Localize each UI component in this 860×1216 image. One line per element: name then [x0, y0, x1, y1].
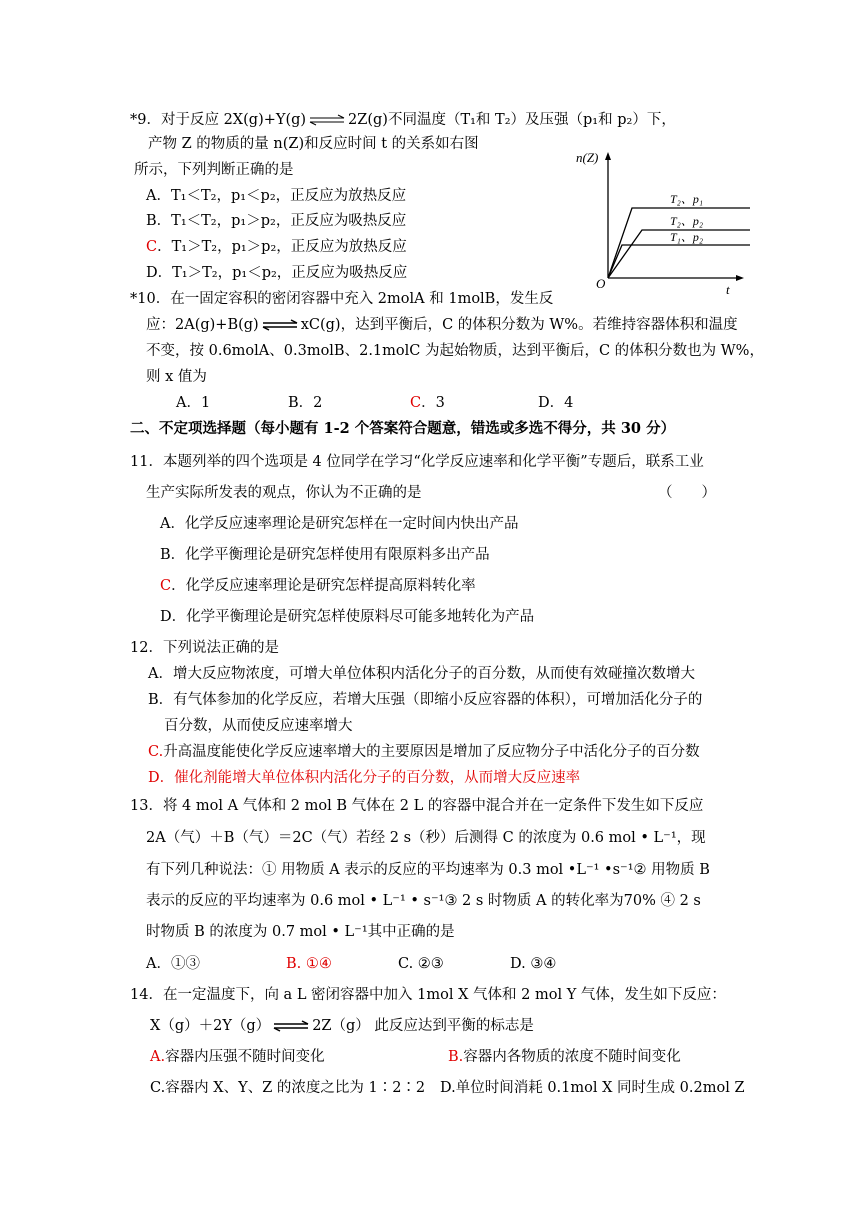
graph-x-label: t	[726, 282, 730, 297]
q9-option-b: B．T₁＜T₂，p₁＞p₂，正反应为吸热反应	[146, 213, 407, 229]
q9-option-c-text: ．T₁＞T₂，p₁＞p₂，正反应为放热反应	[157, 239, 407, 255]
q12-option-b-line1: B．有气体参加的化学反应，若增大压强（即缩小反应容器的体积），可增加活化分子的	[148, 692, 703, 708]
q9-option-d: D．T₁＞T₂，p₁＜p₂，正反应为吸热反应	[146, 265, 408, 281]
curve-t1-p2	[608, 245, 750, 278]
graph-origin-label: O	[596, 276, 606, 291]
q13-line3: 有下列几种说法：① 用物质 A 表示的反应的平均速率为 0.3 mol •L⁻¹ •s⁻¹② 用物质 B	[146, 862, 710, 878]
q14-option-c: C.容器内 X、Y、Z 的浓度之比为 1∶2∶2	[150, 1080, 426, 1096]
q10-option-a: A．1	[176, 395, 211, 411]
q11-option-b: B．化学平衡理论是研究怎样使用有限原料多出产品	[160, 547, 490, 563]
q11-option-a: A．化学反应速率理论是研究怎样在一定时间内快出产品	[160, 516, 519, 532]
q9-line1-pre: *9．对于反应 2X(g)+Y(g)	[130, 112, 307, 128]
q9-line1-post: 2Z(g)不同温度（T₁和 T₂）及压强（p₁和 p₂）下，	[348, 112, 676, 128]
section-2-heading: 二、不定项选择题（每小题有 1-2 个答案符合题意，错选或多选不得分，共 30 分）	[130, 420, 676, 437]
q10-line2-pre: 应：2A(g)+B(g)	[146, 317, 259, 333]
q9-answer-marker: C	[146, 239, 158, 255]
q13-line2: 2A（气）＋B（气）＝2C（气）若经 2 s（秒）后测得 C 的浓度为 0.6 mol • L⁻¹，现	[146, 830, 706, 846]
equilibrium-arrow-icon	[308, 114, 346, 126]
q12-answer-marker-c: C.	[148, 744, 164, 760]
equilibrium-arrow-icon	[272, 1020, 310, 1032]
q13-option-a: A．①③	[146, 956, 200, 972]
q9-line2: 产物 Z 的物质的量 n(Z)和反应时间 t 的关系如右图	[148, 136, 479, 152]
q10-line3: 不变，按 0.6molA、0.3molB、2.1molC 为起始物质，达到平衡后，C 的体积分数也为 W%，	[146, 343, 764, 359]
q12-option-c	[148, 742, 700, 762]
q14-line1: 14．在一定温度下，向 a L 密闭容器中加入 1mol X 气体和 2 mol Y 气体，发生如下反应：	[130, 987, 726, 1003]
q14-option-b-text: 容器内各物质的浓度不随时间变化	[463, 1049, 681, 1065]
q12-option-a: A．增大反应物浓度，可增大单位体积内活化分子的百分数，从而使有效碰撞次数增大	[148, 666, 695, 682]
q14-option-a	[150, 1047, 325, 1067]
equilibrium-arrow-icon	[261, 319, 299, 331]
q14-line2	[150, 1016, 534, 1036]
q12-option-c-text: 升高温度能使化学反应速率增大的主要原因是增加了反应物分子中活化分子的百分数	[163, 744, 700, 760]
y-axis-arrow-icon	[605, 152, 611, 160]
q13-line4: 表示的反应的平均速率为 0.6 mol • L⁻¹ • s⁻¹③ 2 s 时物质 A 的转化率为70% ④ 2 s	[146, 893, 701, 909]
q13-option-c: C. ②③	[398, 956, 444, 972]
q14-line2-post: 2Z（g） 此反应达到平衡的标志是	[312, 1018, 534, 1034]
x-axis-arrow-icon	[736, 275, 744, 281]
q10-option-d: D．4	[538, 395, 574, 411]
q14-option-a-text: 容器内压强不随时间变化	[165, 1049, 325, 1065]
q10-line1: *10．在一固定容积的密闭容器中充入 2molA 和 1molB，发生反	[130, 291, 554, 307]
q11-line2: 生产实际所发表的观点，你认为不正确的是	[146, 485, 422, 501]
q9-line3: 所示，下列判断正确的是	[134, 162, 294, 178]
q10-option-b: B．2	[288, 395, 323, 411]
q9-line1	[130, 110, 676, 130]
q13-line5: 时物质 B 的浓度为 0.7 mol • L⁻¹其中正确的是	[146, 924, 455, 940]
q11-answer-paren: （ ）	[658, 485, 716, 501]
q11-option-d: D．化学平衡理论是研究怎样使原料尽可能多地转化为产品	[160, 609, 535, 625]
q14-answer-marker-b: B.	[448, 1049, 464, 1065]
curve-label-t1-p2: T₁、p₂	[670, 230, 704, 244]
q14-answer-marker-a: A.	[150, 1049, 166, 1065]
q10-option-c-text: ．3	[421, 395, 445, 411]
q11-option-c	[160, 576, 476, 596]
q9-option-c	[146, 237, 407, 257]
q14-option-b	[448, 1047, 681, 1067]
q13-option-d: D. ③④	[510, 956, 557, 972]
q13-line1: 13．将 4 mol A 气体和 2 mol B 气体在 2 L 的容器中混合并在一定条件下发生如下反应	[130, 798, 704, 814]
q10-line2-post: xC(g)，达到平衡后，C 的体积分数为 W%。若维持容器体积和温度	[300, 317, 738, 333]
q10-line2	[146, 315, 738, 335]
q14-option-d: D.单位时间消耗 0.1mol X 同时生成 0.2mol Z	[440, 1080, 745, 1096]
q13-option-b: B. ①④	[286, 956, 332, 972]
q10-option-c	[410, 393, 445, 413]
q12-line1: 12．下列说法正确的是	[130, 640, 279, 656]
curve-label-t2-p2: T₂、p₂	[670, 214, 704, 228]
q11-option-c-text: ．化学反应速率理论是研究怎样提高原料转化率	[171, 578, 476, 594]
q9-graph	[576, 148, 750, 298]
q14-line2-pre: X（g）＋2Y（g）	[150, 1018, 271, 1034]
graph-y-label: n(Z)	[576, 150, 599, 165]
q12-option-d: D．催化剂能增大单位体积内活化分子的百分数，从而增大反应速率	[148, 770, 581, 786]
q11-line1: 11．本题列举的四个选项是 4 位同学在学习“化学反应速率和化学平衡”专题后，联系工业	[130, 454, 704, 470]
q10-line4: 则 x 值为	[146, 369, 207, 385]
q10-answer-marker: C	[410, 395, 422, 411]
q9-option-a: A．T₁＜T₂，p₁＜p₂，正反应为放热反应	[146, 188, 407, 204]
q12-option-b-line2: 百分数，从而使反应速率增大	[164, 718, 353, 734]
curve-label-t2-p1: T₂、p₁	[670, 192, 704, 206]
q11-answer-marker: C	[160, 578, 172, 594]
